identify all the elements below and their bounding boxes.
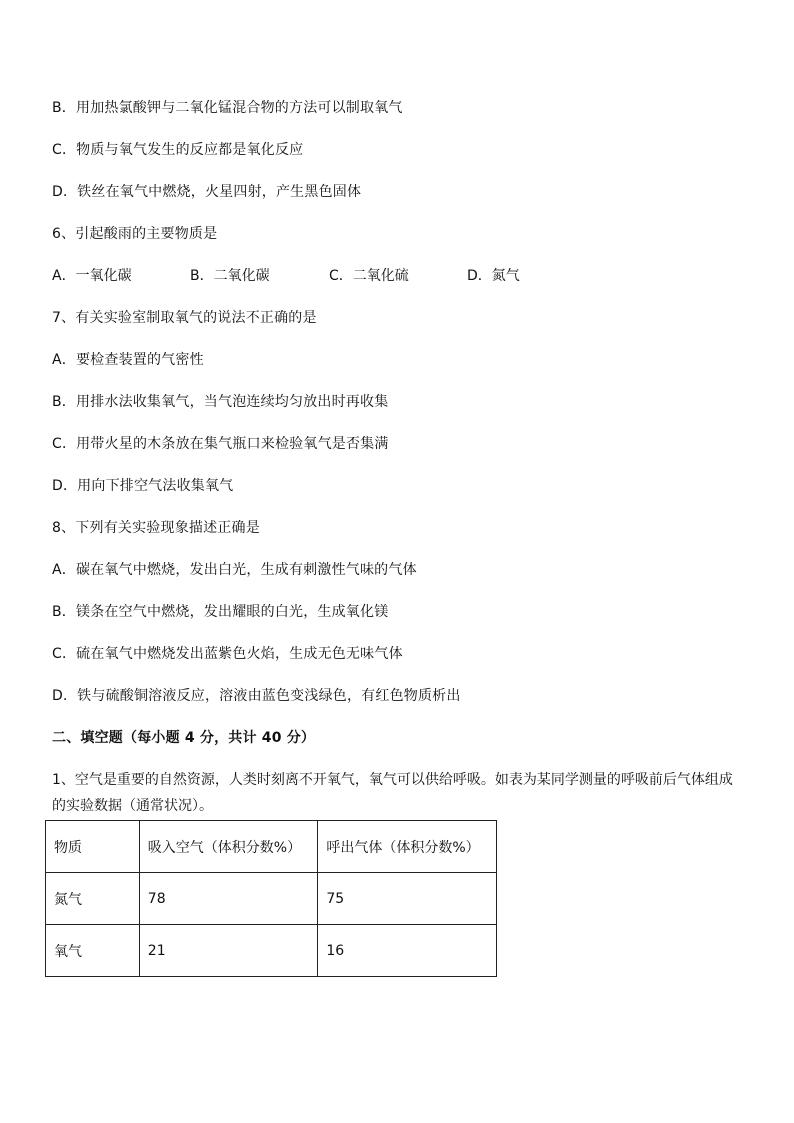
q7-option-c: C．用带火星的木条放在集气瓶口来检验氧气是否集满 — [52, 436, 389, 452]
q5-option-c: C．物质与氧气发生的反应都是氧化反应 — [52, 142, 304, 158]
table-header-cell: 吸入空气（体积分数%） — [139, 821, 318, 873]
table-cell: 氮气 — [46, 873, 140, 925]
q6-option-b: B．二氧化碳 — [190, 268, 270, 284]
question-8: 8、下列有关实验现象描述正确是 — [52, 520, 260, 536]
fill-question-1: 1、空气是重要的自然资源，人类时刻离不开氧气，氧气可以供给呼吸。如表为某同学测量的呼吸前后气体组成的实验数据（通常状况）。 — [52, 772, 733, 814]
q6-option-c: C．二氧化硫 — [329, 268, 409, 284]
q5-option-b: B．用加热氯酸钾与二氧化锰混合物的方法可以制取氧气 — [52, 100, 403, 116]
table-header-cell: 呼出气体（体积分数%） — [318, 821, 497, 873]
q7-option-d: D．用向下排空气法收集氧气 — [52, 478, 234, 494]
gas-composition-table — [45, 820, 497, 977]
table-row — [46, 925, 497, 977]
q8-option-b: B．镁条在空气中燃烧，发出耀眼的白光，生成氧化镁 — [52, 604, 389, 620]
table-header-row — [46, 821, 497, 873]
q6-options-row — [52, 266, 652, 286]
q8-option-a: A．碳在氧气中燃烧，发出白光，生成有刺激性气味的气体 — [52, 562, 417, 578]
q8-option-c: C．硫在氧气中燃烧发出蓝紫色火焰，生成无色无味气体 — [52, 646, 403, 662]
table-cell: 75 — [318, 873, 497, 925]
q6-option-d: D．氮气 — [467, 268, 520, 284]
table-header-cell: 物质 — [46, 821, 140, 873]
table-cell: 21 — [139, 925, 318, 977]
q6-option-a: A．一氧化碳 — [52, 268, 132, 284]
table-cell: 氧气 — [46, 925, 140, 977]
section-2-title: 二、填空题（每小题 4 分，共计 40 分） — [52, 730, 316, 746]
table-cell: 16 — [318, 925, 497, 977]
q5-option-d: D．铁丝在氧气中燃烧，火星四射，产生黑色固体 — [52, 184, 362, 200]
q8-option-d: D．铁与硫酸铜溶液反应，溶液由蓝色变浅绿色，有红色物质析出 — [52, 688, 461, 704]
table-cell: 78 — [139, 873, 318, 925]
question-6: 6、引起酸雨的主要物质是 — [52, 226, 218, 242]
question-7: 7、有关实验室制取氧气的说法不正确的是 — [52, 310, 317, 326]
table-row — [46, 873, 497, 925]
q7-option-b: B．用排水法收集氧气，当气泡连续均匀放出时再收集 — [52, 394, 389, 410]
q7-option-a: A．要检查装置的气密性 — [52, 352, 204, 368]
